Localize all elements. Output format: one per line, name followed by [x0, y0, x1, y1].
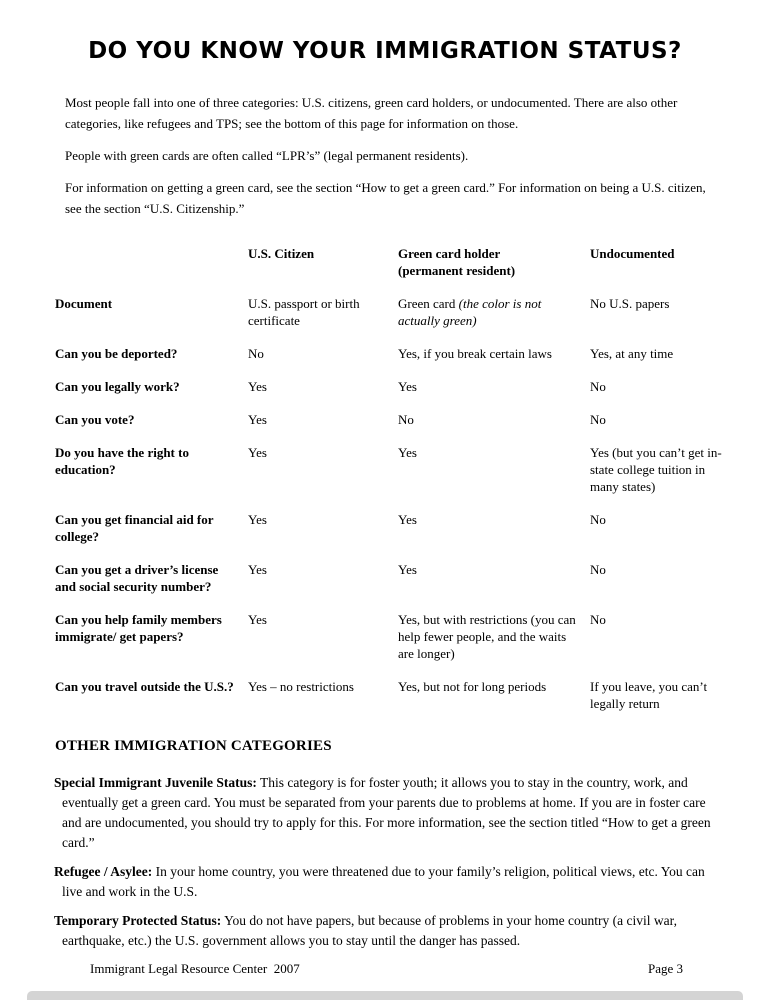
category-term: Temporary Protected Status:: [54, 913, 222, 928]
table-cell: Yes: [248, 445, 267, 460]
table-cell: Yes: [248, 562, 267, 577]
row-label: Do you have the right to education?: [55, 445, 189, 477]
category-text: In your home country, you were threatened due to your family’s religion, political views, etc. You can live and work in the U.S.: [62, 864, 705, 899]
column-header-green-card: Green card holder (permanent resident): [398, 246, 516, 278]
table-row-vote: [55, 411, 770, 428]
table-cell: Yes: [398, 562, 417, 577]
category-term: Refugee / Asylee:: [54, 864, 153, 879]
table-cell: Yes, but not for long periods: [398, 679, 547, 694]
table-cell: No: [590, 562, 606, 577]
footer-page-number: Page 3: [647, 961, 683, 976]
row-label: Can you get financial aid for college?: [55, 512, 214, 544]
table-cell: No: [248, 346, 264, 361]
row-label: Can you travel outside the U.S.?: [55, 679, 234, 694]
table-cell: Yes: [248, 612, 267, 627]
table-cell: No: [590, 512, 606, 527]
table-cell: No: [590, 379, 606, 394]
category-text: You do not have papers, but because of problems in your home country (a civil war, earthquake, etc.) the U.S. government allows you to stay until the danger has passed.: [62, 913, 677, 948]
table-header-row: [55, 245, 770, 279]
table-cell: Yes: [398, 445, 417, 460]
table-row-document: [55, 295, 770, 329]
category-term: Special Immigrant Juvenile Status:: [54, 775, 257, 790]
category-text: This category is for foster youth; it allows you to stay in the country, work, and eventually get a green card. You must be separated from your parents due to problems at home. If you are in foster care and are undocumented, you should try to apply for this. For more information, see the section titled “How to get a green card.”: [62, 775, 711, 850]
column-header-undocumented: Undocumented: [590, 246, 675, 261]
table-cell: Yes: [398, 379, 417, 394]
page-title: DO YOU KNOW YOUR IMMIGRATION STATUS?: [88, 38, 682, 64]
footer-source: Immigrant Legal Resource Center 2007: [90, 961, 300, 976]
row-label: Can you vote?: [55, 412, 135, 427]
page-edge-shadow: [27, 991, 743, 1000]
category-paragraph-refugee: [54, 862, 715, 902]
column-header-us-citizen: U.S. Citizen: [248, 246, 315, 261]
table-row-license-ssn: [55, 561, 770, 595]
table-row-travel: [55, 678, 770, 712]
table-cell: No U.S. papers: [590, 296, 670, 311]
table-cell: Yes (but you can’t get in-state college tuition in many states): [590, 445, 722, 494]
table-cell: Yes – no restrictions: [248, 679, 354, 694]
row-label: Can you help family members immigrate/ get papers?: [55, 612, 222, 644]
table-cell: No: [398, 412, 414, 427]
table-cell: Yes: [248, 379, 267, 394]
column-header-blank: [55, 245, 248, 279]
table-cell: Yes, at any time: [590, 346, 674, 361]
row-label: Document: [55, 296, 113, 311]
footer: [90, 961, 683, 977]
table-row-family-immigrate: [55, 611, 770, 662]
category-paragraph-sijs: [54, 773, 715, 853]
table-cell: Yes: [248, 512, 267, 527]
row-label: Can you get a driver’s license and social security number?: [55, 562, 219, 594]
table-cell: U.S. passport or birth certificate: [248, 296, 360, 328]
intro-paragraph: People with green cards are often called “LPR’s” (legal permanent residents).: [65, 148, 469, 163]
intro-section: [65, 92, 710, 219]
category-paragraph-tps: [54, 911, 715, 951]
table-cell: Yes: [398, 512, 417, 527]
comparison-table: [55, 245, 770, 712]
table-cell: Yes, if you break certain laws: [398, 346, 552, 361]
other-categories-heading: OTHER IMMIGRATION CATEGORIES: [55, 738, 332, 754]
table-cell: Yes, but with restrictions (you can help fewer people, and the waits are longer): [398, 612, 576, 661]
table-row-financial-aid: [55, 511, 770, 545]
table-cell: No: [590, 612, 606, 627]
table-cell: No: [590, 412, 606, 427]
row-label: Can you legally work?: [55, 379, 180, 394]
italic-note: (the color is not actually green): [398, 296, 542, 328]
table-cell: Green card (the color is not actually green): [398, 296, 542, 328]
table-row-education: [55, 444, 770, 495]
table-row-deported: [55, 345, 770, 362]
table-row-work: [55, 378, 770, 395]
intro-paragraph: For information on getting a green card, see the section “How to get a green card.” For information on being a U.S. citizen, see the section “U.S. Citizenship.”: [65, 180, 706, 216]
table-cell: Yes: [248, 412, 267, 427]
row-label: Can you be deported?: [55, 346, 178, 361]
other-categories-section: [54, 773, 715, 951]
intro-paragraph: Most people fall into one of three categories: U.S. citizens, green card holders, or undocumented. There are also other categories, like refugees and TPS; see the bottom of this page for information on those.: [65, 95, 678, 131]
table-cell: If you leave, you can’t legally return: [590, 679, 708, 711]
